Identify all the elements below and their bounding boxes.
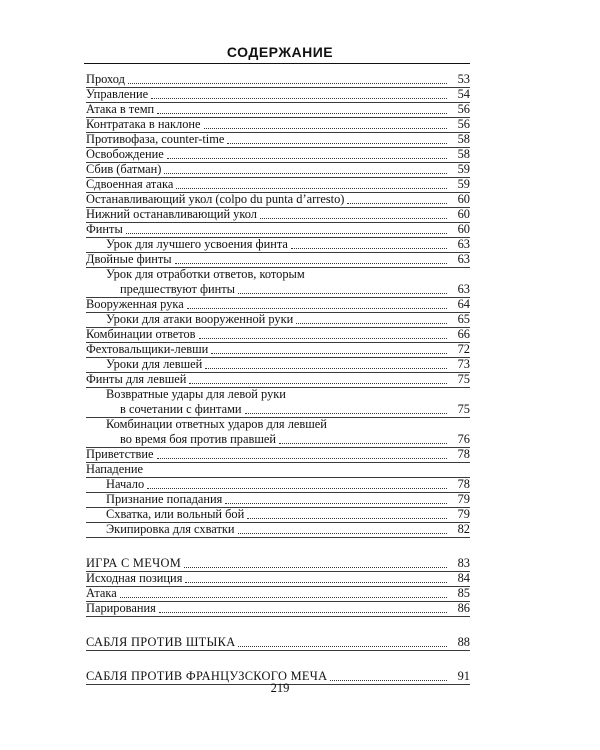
toc-entry: Атака 85 <box>86 586 470 600</box>
toc-entry: Фехтовальщики-левши 72 <box>86 342 470 356</box>
toc-subentry: Урок для лучшего усвоения финта 63 <box>86 238 470 253</box>
toc-chapter: САБЛЯ ПРОТИВ ФРАНЦУЗСКОГО МЕЧА 91 <box>86 669 470 683</box>
toc-entry: Финты для левшей 75 <box>86 372 470 386</box>
toc-entry: Сдвоенная атака 59 <box>86 177 470 191</box>
toc-entry: Вооруженная рука 64 <box>86 297 470 311</box>
toc-entry: Останавливающий укол (colpo du punta d’arresto) 60 <box>86 192 470 206</box>
toc-chapter: САБЛЯ ПРОТИВ ШТЫКА 88 <box>86 635 470 649</box>
toc-entry: Освобождение 58 <box>86 147 470 161</box>
toc-entry: Атака в темп 56 <box>86 102 470 116</box>
page-title: СОДЕРЖАНИЕ <box>226 44 334 60</box>
toc-entry: Приветствие 78 <box>86 447 470 461</box>
header-rule <box>84 63 470 64</box>
toc-subentry: Уроки для атаки вооруженной руки 65 <box>86 313 470 328</box>
toc-entry: Финты 60 <box>86 222 470 236</box>
toc-entry: Противофаза, counter-time 58 <box>86 132 470 146</box>
toc-entry: Проход 53 <box>86 72 470 86</box>
toc-entry: Двойные финты 63 <box>86 252 470 266</box>
toc-entry: Парирования 86 <box>86 601 470 615</box>
toc-entry: Комбинации ответов 66 <box>86 327 470 341</box>
table-of-contents <box>86 73 470 685</box>
toc-entry: Нападение <box>86 463 470 478</box>
toc-entry: Исходная позиция 84 <box>86 571 470 585</box>
toc-entry: Управление 54 <box>86 87 470 101</box>
page-number: 219 <box>270 681 290 695</box>
toc-chapter: ИГРА С МЕЧОМ 83 <box>86 556 470 570</box>
toc-subentry: Начало 78 <box>86 478 470 493</box>
toc-entry: Сбив (батман) 59 <box>86 162 470 176</box>
toc-subentry: Экипировка для схватки 82 <box>86 523 470 538</box>
toc-subentry: Схватка, или вольный бой 79 <box>86 508 470 523</box>
toc-subentry: Признание попадания 79 <box>86 493 470 508</box>
toc-subentry: Комбинации ответных ударов для левшей во время боя против правшей 76 <box>86 418 470 448</box>
toc-subentry: Урок для отработки ответов, которым предшествуют финты 63 <box>86 268 470 298</box>
toc-subentry: Уроки для левшей 73 <box>86 358 470 373</box>
toc-entry: Нижний останавливающий укол 60 <box>86 207 470 221</box>
toc-subentry: Возвратные удары для левой руки в сочетании с финтами 75 <box>86 388 470 418</box>
toc-entry: Контратака в наклоне 56 <box>86 117 470 131</box>
